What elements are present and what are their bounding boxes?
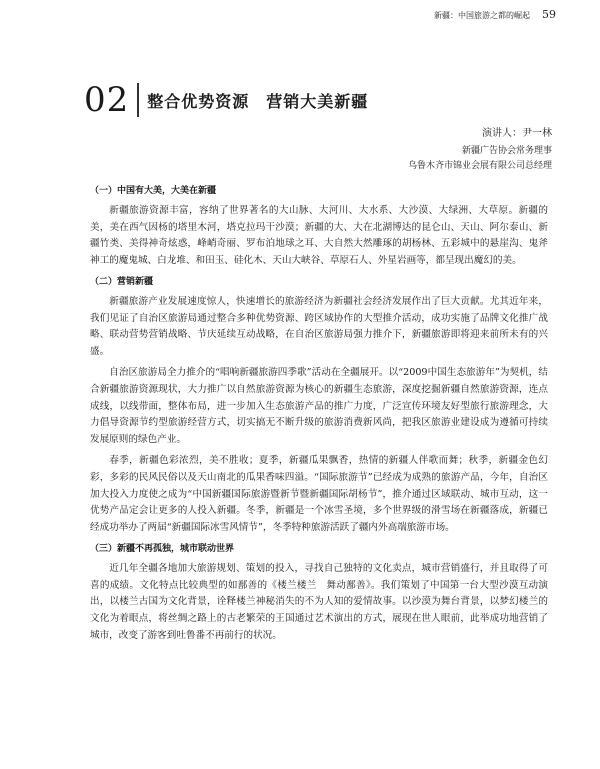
section-heading: （二）营销新疆 (90, 276, 154, 287)
speaker-role-2: 乌鲁木齐市锦业会展有限公司总经理 (407, 161, 552, 171)
running-header: 新疆：中国旅游之都的崛起 (434, 11, 530, 20)
paragraph: 春季，新疆色彩浓烈，美不胜收；夏季，新疆瓜果飘香，热情的新疆人伴歌而舞；秋季，新疆金色幻彩，多彩的民风民俗以及天山南北的瓜果香味四溢。“国际旅游节”已经成为成熟的旅游产品，今年，自治区加大投入力度使之成为“中国新疆国际旅游暨新节暨新疆国际胡杨节”，推介通过区域联动、城市互动，这一优势产品定会让更多的人投入新疆。冬季，新疆是一个冰雪圣境，多个世界级的滑雪场在新疆落成，新疆已经成功举办了两届“新疆国际冰雪风情节”，冬季特种旅游活跃了疆内外高端旅游市场。 (90, 454, 548, 534)
chapter-title: 整合优势资源 营销大美新疆 (147, 91, 369, 111)
section-heading: （三）新疆不再孤独，城市联动世界 (90, 543, 235, 554)
article-body (90, 182, 548, 649)
speaker-role-1: 新疆广告协会常务理事 (461, 146, 552, 156)
page-number: 59 (542, 8, 556, 21)
paragraph: 近几年全疆各地加大旅游规划、策划的投入，寻找自己独特的文化卖点，城市营销盛行，并且取得了可喜的成绩。文化特点比较典型的如鄯善的《楼兰楼兰 舞动鄯善》。我们策划了中国第一台大型沙漠互动演出，以楼兰古国为文化背景，诠释楼兰神秘消失的不为人知的爱情故事。以沙漠为舞台背景，以梦幻楼兰的文化为着眼点，将丝绸之路上的古老繁荣的王国通过艺术演出的方式，展现在世人眼前，此举成功地营销了城市，改变了游客到吐鲁番不再前行的状况。 (90, 562, 548, 641)
chapter-heading (84, 80, 368, 120)
paragraph: 新疆旅游资源丰富，容纳了世界著名的大山脉、大河川、大水系、大沙漠、大绿洲、大草原。新疆的美，美在西气因杨的塔里木河，塔克拉玛干沙漠；新疆的大、大在北湖博达的昆仑山、天山、阿尔泰山、新疆竹类、美得神奇炫惑，峰峭奇丽、罗布泊地球之耳、大自然大然雕琢的胡杨林、五彩城中的悬崖沟、鬼斧神工的魔鬼城、白龙堆、和田玉、硅化木、天山大峡谷、草原石人、外星岩画等，都呈现出魔幻的美。 (90, 204, 548, 267)
speaker-name: 演讲人：尹一林 (482, 128, 552, 139)
chapter-number: 02 (84, 80, 130, 120)
paragraph: 自治区旅游局全力推介的“唱响新疆旅游四季歌”活动在全疆展开。以“2009中国生态旅游年”为契机，结合新疆旅游资源现状，大力推广以自然旅游资源为核心的新疆生态旅游，深度挖掘新疆自然旅游资源，连点成线，以线带面，整体布局，进一步加入生态旅游产品的推广力度，广泛宣传环境友好型旅行旅游理念，大力倡导资源节约型旅游经营方式，切实搞无不断升级的旅游消费新风尚，把我区旅游业建设成为遵循可持续发展原则的绿色产业。 (90, 366, 548, 446)
paragraph: 新疆旅游产业发展速度惊人，快速增长的旅游经济为新疆社会经济发展作出了巨大贡献。尤其近年来，我们见证了自治区旅游局通过整合多种优势资源、跨区域协作的大型推介活动，成功实施了品牌文化推广战略、联动营势营销战略、节庆延续互动战略，在自治区旅游局强力推介下，新疆旅游即将迎来前所未有的兴盛。 (90, 295, 548, 358)
section-heading: （一）中国有大美，大美在新疆 (90, 186, 217, 196)
chapter-divider (137, 83, 139, 117)
